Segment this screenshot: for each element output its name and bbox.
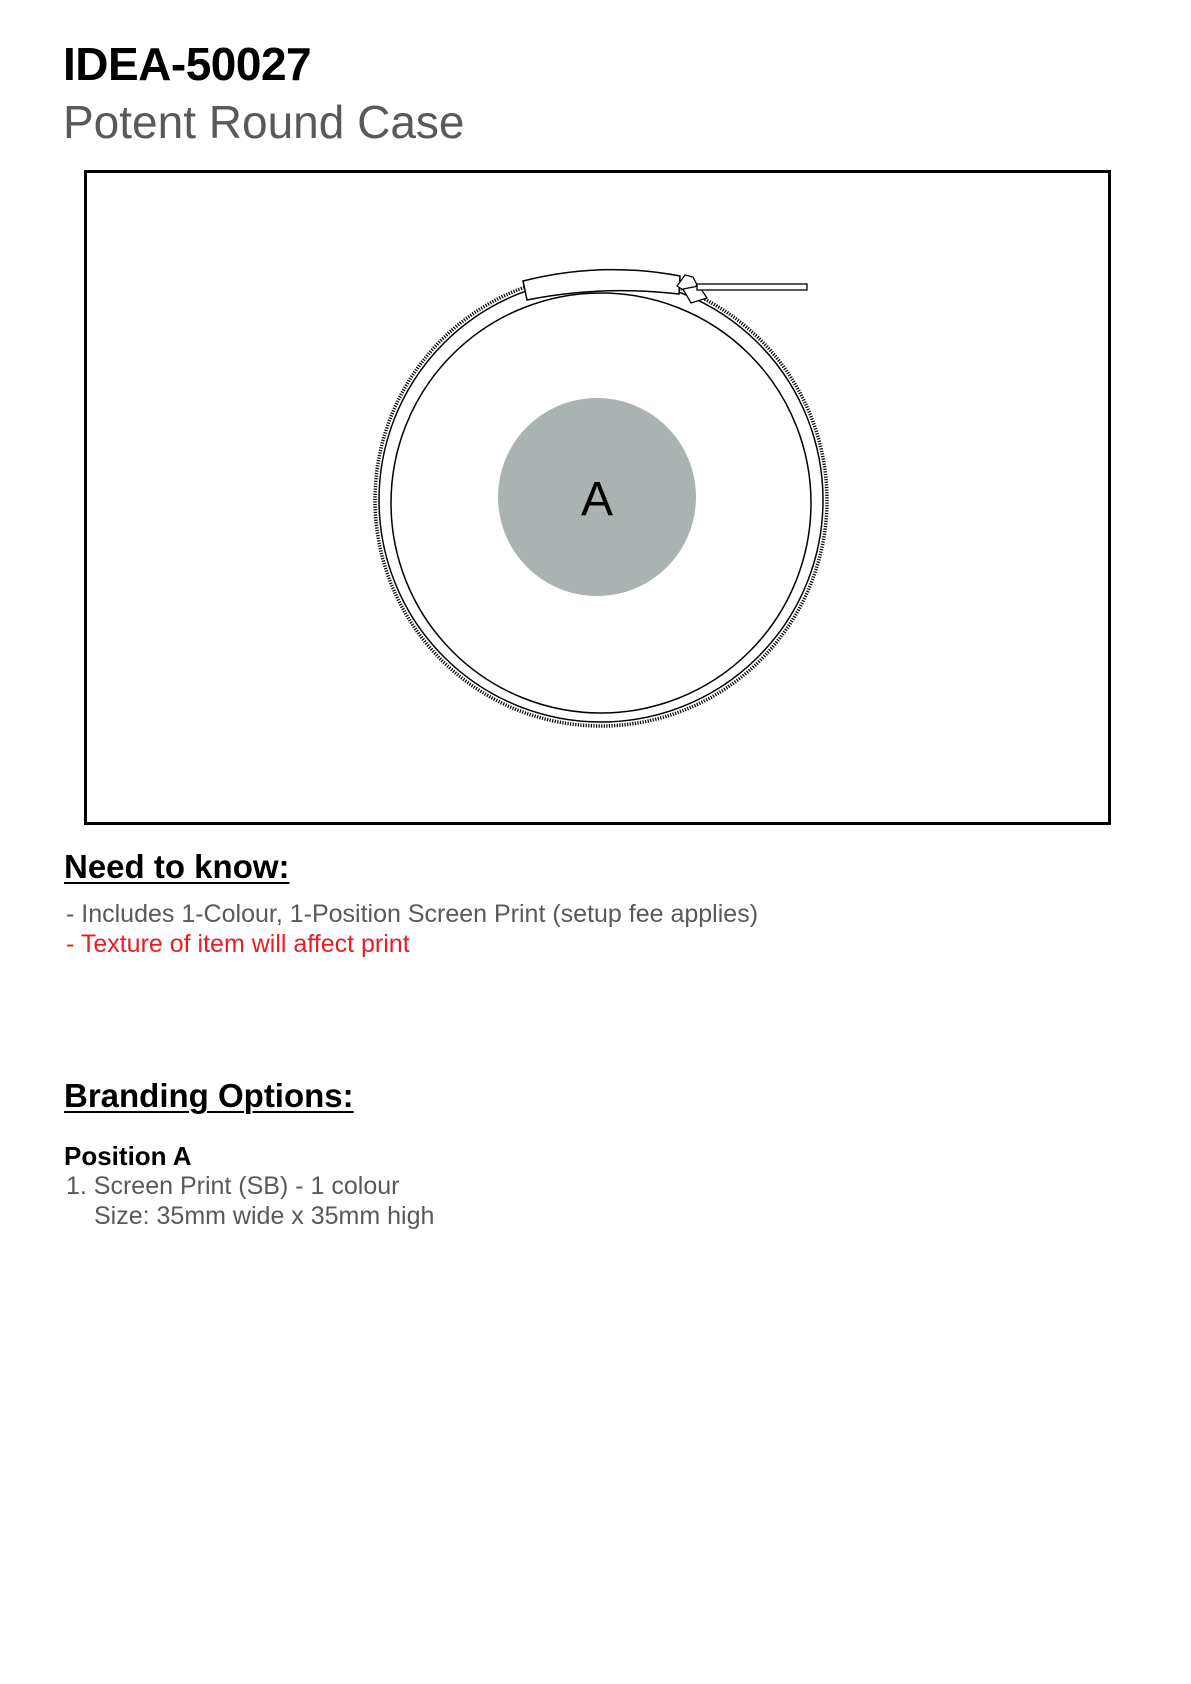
position-a-method: 1. Screen Print (SB) - 1 colour: [66, 1172, 400, 1200]
product-drawing-frame: [84, 170, 1111, 825]
position-a-title: Position A: [64, 1141, 192, 1171]
branding-options-heading: Branding Options:: [64, 1077, 354, 1114]
position-a-label: A: [580, 473, 614, 526]
zipper-pull-icon: [677, 275, 807, 303]
product-code: IDEA-50027: [63, 38, 312, 90]
position-a-size: Size: 35mm wide x 35mm high: [94, 1202, 435, 1230]
note-includes-print: - Includes 1-Colour, 1-Position Screen Print (setup fee applies): [66, 900, 759, 928]
product-name: Potent Round Case: [63, 96, 465, 148]
round-case-drawing: [87, 173, 1108, 822]
need-to-know-heading: Need to know:: [64, 848, 290, 885]
label-tab: [523, 270, 680, 300]
note-texture-warning: - Texture of item will affect print: [66, 930, 410, 958]
